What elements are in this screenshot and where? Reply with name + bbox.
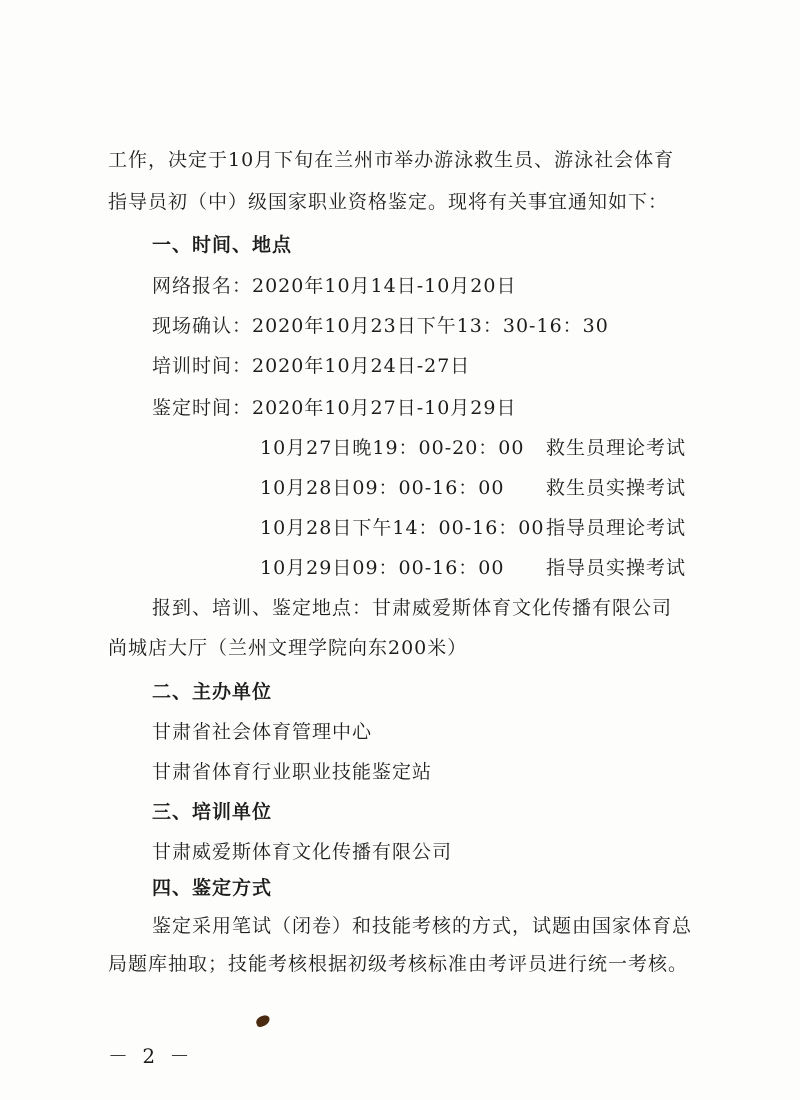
schedule-time: 10月28日下午14：00-16：00: [260, 517, 545, 539]
onsite-confirmation: 现场确认：2020年10月23日下午13：30-16：30: [152, 315, 609, 337]
training-unit-item: 甘肃威爱斯体育文化传播有限公司: [152, 841, 453, 863]
schedule-item: 救生员实操考试: [546, 477, 687, 499]
location-line-1: 报到、培训、鉴定地点：甘肃威爱斯体育文化传播有限公司: [152, 597, 673, 619]
assessment-time: 鉴定时间：2020年10月27日-10月29日: [152, 397, 517, 419]
intro-line-1: 工作，决定于10月下旬在兰州市举办游泳救生员、游泳社会体育: [108, 149, 675, 171]
schedule-time: 10月28日09：00-16：00: [260, 477, 505, 499]
section1-heading: 一、时间、地点: [152, 234, 293, 256]
schedule-time: 10月29日09：00-16：00: [260, 557, 505, 579]
training-time: 培训时间：2020年10月24日-27日: [152, 355, 471, 377]
organizer-item: 甘肃省社会体育管理中心: [152, 721, 373, 743]
method-line-2: 局题库抽取；技能考核根据初级考核标准由考评员进行统一考核。: [108, 953, 689, 975]
schedule-item: 指导员实操考试: [546, 557, 687, 579]
intro-line-2: 指导员初（中）级国家职业资格鉴定。现将有关事宜通知如下：: [108, 191, 669, 213]
online-registration: 网络报名：2020年10月14日-10月20日: [152, 275, 517, 297]
method-line-1: 鉴定采用笔试（闭卷）和技能考核的方式，试题由国家体育总: [152, 915, 693, 937]
section4-heading: 四、鉴定方式: [152, 877, 273, 899]
page-number: － 2 －: [108, 1044, 194, 1068]
schedule-item: 指导员理论考试: [546, 517, 687, 539]
location-line-2: 尚城店大厅（兰州文理学院向东200米）: [108, 637, 468, 659]
ink-stain: [255, 1014, 272, 1028]
section2-heading: 二、主办单位: [152, 681, 273, 703]
schedule-time: 10月27日晚19：00-20：00: [260, 437, 525, 459]
organizer-item: 甘肃省体育行业职业技能鉴定站: [152, 761, 433, 783]
schedule-item: 救生员理论考试: [546, 437, 687, 459]
section3-heading: 三、培训单位: [152, 801, 273, 823]
